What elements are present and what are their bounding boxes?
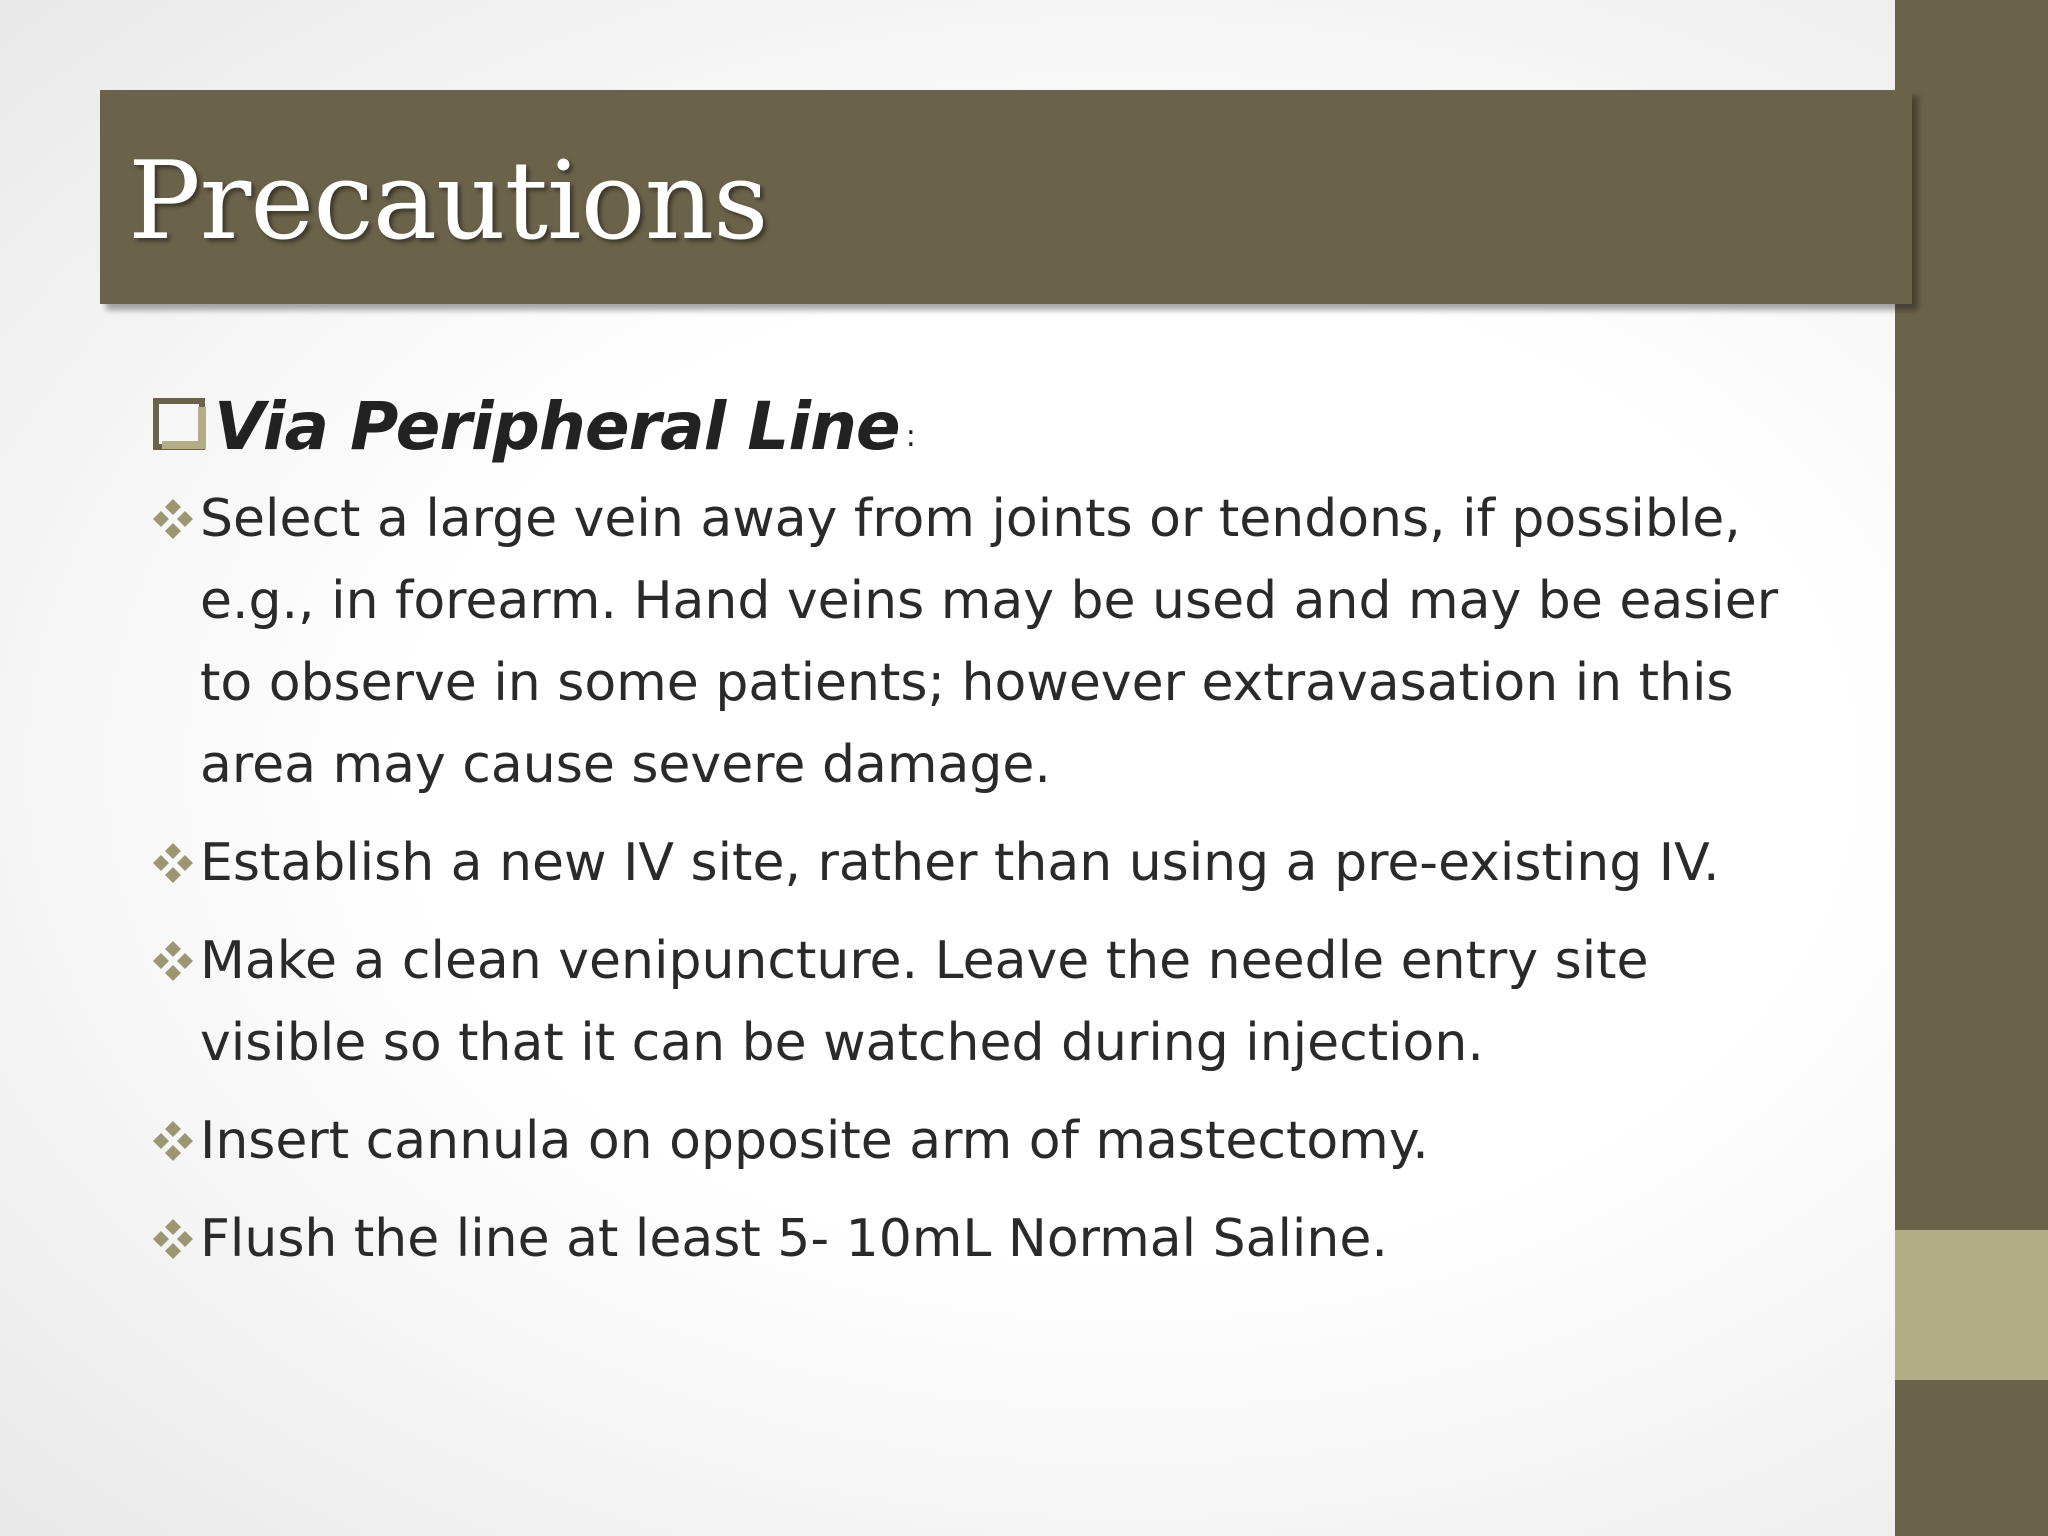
checkbox-icon bbox=[150, 395, 208, 453]
diamond-bullet-icon bbox=[150, 1118, 196, 1164]
bullet-item bbox=[150, 1198, 1790, 1280]
bullet-text: Insert cannula on opposite arm of mastectomy. bbox=[200, 1111, 1429, 1171]
diamond-bullet-icon bbox=[150, 840, 196, 886]
bullet-item bbox=[150, 822, 1790, 904]
section-heading bbox=[150, 380, 1790, 472]
bullet-item bbox=[150, 920, 1790, 1084]
bullet-item bbox=[150, 478, 1790, 806]
slide-content bbox=[150, 380, 1790, 1296]
bullet-text: Flush the line at least 5- 10mL Normal Saline. bbox=[200, 1209, 1388, 1269]
diamond-bullet-icon bbox=[150, 496, 196, 542]
diamond-bullet-icon bbox=[150, 938, 196, 984]
bullet-item bbox=[150, 1100, 1790, 1182]
slide-title: Precautions bbox=[128, 139, 768, 264]
bullet-text: Make a clean venipuncture. Leave the needle entry site visible so that it can be watched during injection. bbox=[200, 931, 1649, 1073]
diamond-bullet-icon bbox=[150, 1216, 196, 1262]
bullet-text: Establish a new IV site, rather than using a pre-existing IV. bbox=[200, 833, 1720, 893]
bullet-text: Select a large vein away from joints or tendons, if possible, e.g., in forearm. Hand veins may be used and may be easier to observe in some patients; however extravasation in this area may cause severe damage. bbox=[200, 489, 1779, 795]
section-heading-colon: : bbox=[905, 418, 916, 454]
section-heading-text: Via Peripheral Line bbox=[214, 387, 900, 465]
side-accent-block bbox=[1895, 1230, 2048, 1380]
